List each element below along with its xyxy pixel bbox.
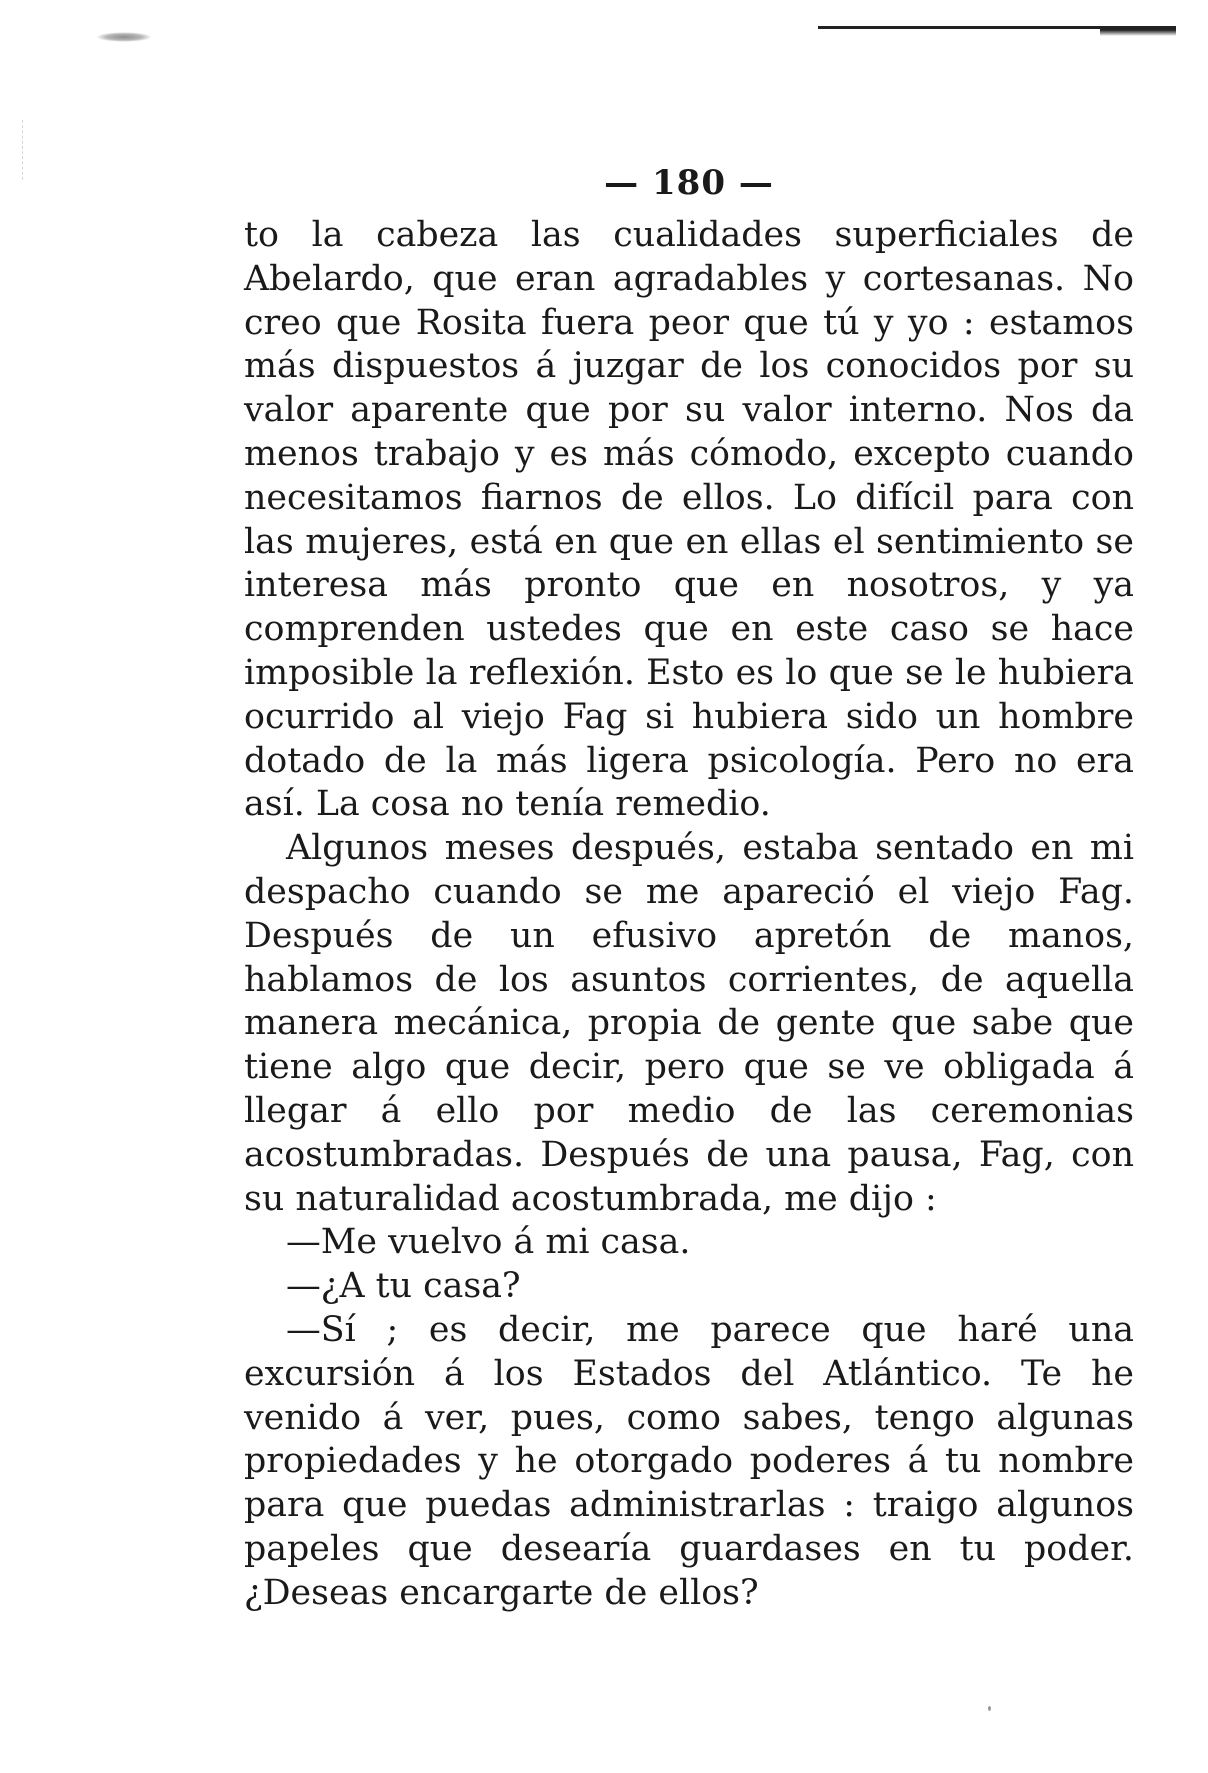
margin-mark xyxy=(22,120,29,180)
page-number: — 180 — xyxy=(604,163,774,203)
paragraph-continuation: to la cabeza las cualidades superficiales de Abelardo, que eran agradables y cortesanas. No creo que Rosita fuera peor que tú y yo : estamos más dispuestos á juzgar de los conocidos por su valor aparente que por su valor interno. Nos da menos trabajo y es más cómodo, excepto cuando necesitamos fiarnos de ellos. Lo difícil para con las mujeres, está en que en ellas el sentimiento se interesa más pronto que en nosotros, y ya comprenden ustedes que en este caso se hace imposible la reflexión. Esto es lo que se le hubiera ocurrido al viejo Fag si hubiera sido un hombre dotado de la más ligera psicología. Pero no era así. La cosa no tenía remedio. xyxy=(244,215,1134,825)
print-smudge xyxy=(96,32,152,42)
page-body xyxy=(244,214,1134,1616)
paragraph-visit: Algunos meses después, estaba sentado en mi despacho cuando se me apareció el viejo Fag. Después de un efusivo apretón de manos, hablamos de los asuntos corrientes, de aquella manera mecánica, propia de gente que sabe que tiene algo que decir, pero que se ve obligada á llegar á ello por medio de las ceremonias acostumbradas. Después de una pausa, Fag, con su naturalidad acostumbrada, me dijo : xyxy=(244,828,1134,1219)
dialogue-line-3: —Sí ; es decir, me parece que haré una excursión á los Estados del Atlántico. Te he venido á ver, pues, como sabes, tengo algunas propiedades y he otorgado poderes á tu nombre para que puedas administrarlas : traigo algunos papeles que desearía guardases en tu poder. ¿Deseas encargarte de ellos? xyxy=(244,1309,1134,1613)
dialogue-line-1: —Me vuelvo á mi casa. xyxy=(286,1222,691,1263)
book-page xyxy=(244,160,1134,1616)
header-rule-end xyxy=(1100,26,1176,36)
print-speck xyxy=(988,1706,991,1711)
dialogue-line-2: —¿A tu casa? xyxy=(286,1266,521,1307)
